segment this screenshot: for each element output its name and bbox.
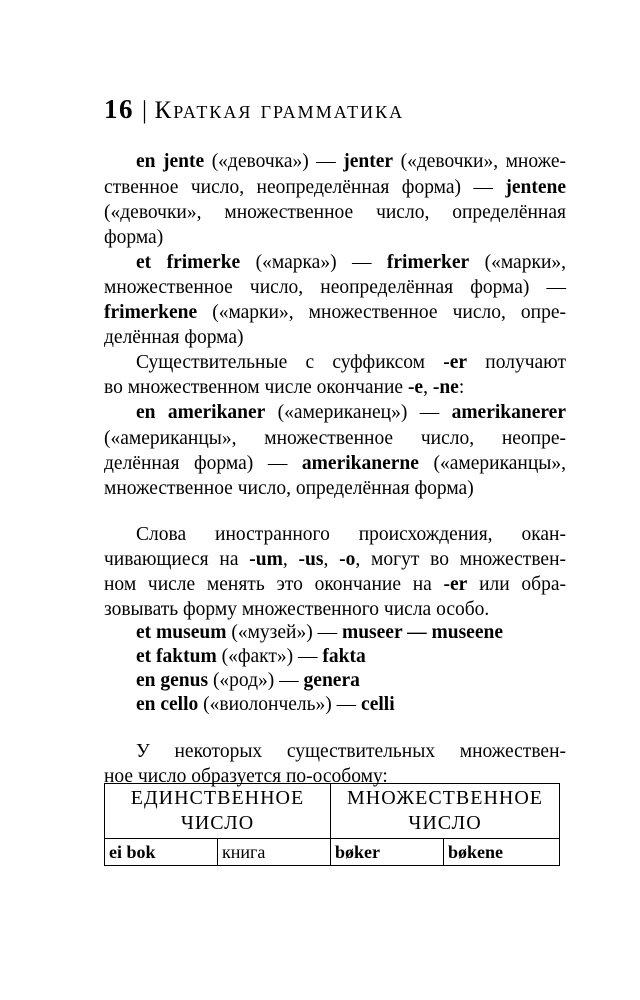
- text-line: [136, 401, 566, 425]
- text-run: множественное число, неопределённая форма) —: [104, 277, 566, 298]
- header-singular-line-2: ЧИСЛО: [180, 812, 255, 834]
- text-line: [136, 740, 566, 764]
- text-line: [104, 201, 566, 225]
- text-run: Существительные с суффиксом: [136, 352, 444, 373]
- text-line: [104, 452, 566, 476]
- text-line: [104, 376, 566, 400]
- bold-term: amerikanerne: [301, 453, 419, 474]
- bold-term: -er: [443, 352, 468, 373]
- header-plural-line-2: ЧИСЛО: [408, 812, 482, 834]
- text-line: [136, 621, 566, 645]
- text-run: («американец») —: [265, 402, 452, 423]
- bold-term: et frimerke: [136, 252, 241, 273]
- text-run: ,: [323, 549, 340, 570]
- text-run: («факт») —: [216, 646, 323, 667]
- bold-term: jenter: [343, 151, 394, 172]
- header-plural: [331, 784, 560, 839]
- bold-term: frimerker: [386, 252, 470, 273]
- text-run: или обра-: [467, 574, 566, 595]
- text-line: [104, 301, 566, 325]
- running-title: Краткая грамматика: [154, 97, 405, 124]
- text-run: , могут во множествен-: [355, 549, 567, 570]
- text-run: («музей») —: [226, 622, 342, 643]
- bold-term: et faktum: [136, 646, 217, 667]
- text-line: [136, 693, 566, 717]
- text-run: множественное число, определённая форма): [104, 478, 474, 499]
- text-run: («американцы», множественное число, неопре-: [104, 428, 566, 449]
- text-run: У некоторых существительных множествен-: [136, 741, 566, 762]
- text-run: («девочки», множественное число, определённая: [104, 202, 566, 223]
- text-line: [136, 523, 566, 547]
- bold-term: amerikanerer: [451, 402, 566, 423]
- text-run: получают: [467, 352, 566, 373]
- text-run: ном числе менять это окончание на: [104, 574, 444, 595]
- text-line: [104, 326, 566, 350]
- table-row: [105, 839, 560, 866]
- text-run: чивающиеся на: [104, 549, 250, 570]
- bold-term: frimerkene: [104, 302, 198, 323]
- text-run: ,: [282, 549, 299, 570]
- bold-term: en genus: [136, 670, 209, 691]
- text-run: делённая форма) —: [104, 453, 302, 474]
- text-run: («род») —: [208, 670, 304, 691]
- text-run: («девочка») —: [204, 151, 344, 172]
- bold-term: en cello: [136, 694, 199, 715]
- page-number: 16: [104, 94, 134, 124]
- text-line: [136, 645, 566, 669]
- bold-term: jentene: [505, 177, 566, 198]
- bold-term: celli: [361, 694, 395, 715]
- cell-translation: книга: [218, 839, 331, 866]
- text-run: во множественном числе окончание: [104, 377, 408, 398]
- text-line: [104, 477, 566, 501]
- text-run: :: [458, 377, 465, 398]
- bold-term: en amerikaner: [136, 402, 266, 423]
- bold-term: en jente: [136, 151, 205, 172]
- text-line: [136, 669, 566, 693]
- text-run: Слова иностранного происхождения, окан-: [136, 524, 566, 545]
- bold-term: -um: [249, 549, 283, 570]
- text-run: («марки»,: [469, 252, 566, 273]
- text-run: зовывать форму множественного числа особо.: [104, 599, 490, 620]
- text-line: [136, 351, 566, 375]
- text-line: [104, 598, 566, 622]
- text-line: [104, 548, 566, 572]
- text-line: [104, 176, 566, 200]
- bold-term: fakta: [322, 646, 366, 667]
- bold-term: -er: [443, 574, 468, 595]
- text-line: [104, 226, 566, 250]
- bold-term: -ne: [432, 377, 459, 398]
- header-plural-line-1: МНОЖЕСТВЕННОЕ: [347, 787, 543, 809]
- header-singular-line-1: ЕДИНСТВЕННОЕ: [130, 787, 305, 809]
- bold-term: -o: [339, 549, 356, 570]
- text-run: делённая форма): [104, 327, 244, 348]
- cell-plural-definite: bøkene: [444, 839, 560, 866]
- cell-plural-indefinite: bøker: [331, 839, 444, 866]
- page-header: [104, 94, 574, 128]
- text-run: («марки», множественное число, опре-: [197, 302, 566, 323]
- text-run: ное число образуется по-особому:: [104, 766, 388, 787]
- text-run: («виолончель») —: [198, 694, 362, 715]
- text-run: форма): [104, 227, 164, 248]
- text-run: («американцы»,: [418, 453, 567, 474]
- text-line: [104, 427, 566, 451]
- text-line: [136, 150, 566, 174]
- text-run: ственное число, неопределённая форма) —: [104, 177, 506, 198]
- text-line: [136, 251, 566, 275]
- bold-term: genera: [303, 670, 360, 691]
- table-header-row: [105, 784, 560, 839]
- header-separator: |: [142, 97, 149, 124]
- bold-term: -e: [407, 377, 424, 398]
- header-singular: [105, 784, 331, 839]
- cell-singular-indefinite: ei bok: [105, 839, 218, 866]
- bold-term: -us: [298, 549, 324, 570]
- text-line: [104, 573, 566, 597]
- text-run: («девочки», множе-: [393, 151, 566, 172]
- text-run: («марка») —: [240, 252, 387, 273]
- bold-term: et museum: [136, 622, 227, 643]
- plural-table: [104, 783, 560, 866]
- text-line: [104, 276, 566, 300]
- text-run: ,: [423, 377, 433, 398]
- bold-term: museer — museene: [341, 622, 503, 643]
